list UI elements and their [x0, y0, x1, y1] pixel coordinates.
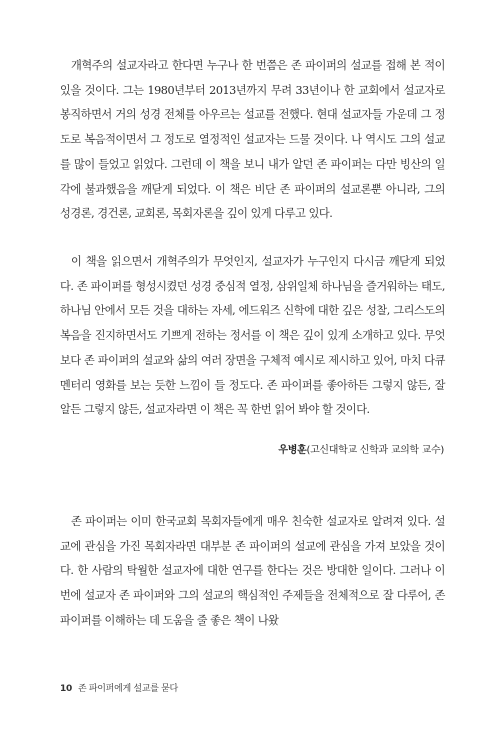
page-footer: [60, 681, 178, 694]
page-number: 10: [60, 684, 72, 694]
review1-author-affiliation: (고신대학교 신학과 교의학 교수): [306, 445, 444, 456]
review2-paragraph1: 존 파이퍼는 이미 한국교회 목회자들에게 매우 친숙한 설교자로 알려져 있다. 설교에 관심을 가진 목회자라면 대부분 존 파이퍼의 설교에 관심을 가져 보았을 것이다. 한 사람의 탁월한 설교자에 대한 연구를 한다는 것은 방대한 일이다. 그러나 이번에 설교자 존 파이퍼와 그의 설교의 핵심적인 주제들을 전체적으로 잘 다루어, 존 파이퍼를 이해하는 데 도움을 줄 좋은 책이 나왔: [60, 515, 445, 627]
review1-signature: [278, 441, 444, 456]
running-book-title: 존 파이퍼에게 설교를 묻다: [77, 684, 178, 694]
review1-paragraph1: 개혁주의 설교자라고 한다면 누구나 한 번쯤은 존 파이퍼의 설교를 접해 본 적이 있을 것이다. 그는 1980년부터 2013년까지 무려 33년이나 한 교회에서 설교자로 봉직하면서 거의 성경 전체를 아우르는 설교를 전했다. 현대 설교자들 가운데 그 정도로 복음적이면서 그 정도로 열정적인 설교자는 드물 것이다. 나 역시도 그의 설교를 많이 들었고 읽었다. 그런데 이 책을 보니 내가 알던 존 파이퍼는 다만 빙산의 일각에 불과했음을 깨닫게 되었다. 이 책은 비단 존 파이퍼의 설교론뿐 아니라, 그의 성경론, 경건론, 교회론, 목회자론을 깊이 있게 다루고 있다.: [60, 59, 445, 221]
review1-author-name: 우병훈: [278, 445, 307, 456]
review1-paragraph2: 이 책을 읽으면서 개혁주의가 무엇인지, 설교자가 누구인지 다시금 깨닫게 되었다. 존 파이퍼를 형성시켰던 성경 중심적 열정, 삼위일체 하나님을 즐거워하는 태도, 하나님 안에서 모든 것을 대하는 자세, 에드워즈 신학에 대한 깊은 성찰, 그리스도의 복음을 진지하면서도 기쁘게 전하는 정서를 이 책은 깊이 있게 소개하고 있다. 무엇보다 존 파이퍼의 설교와 삶의 여러 장면을 구체적 예시로 제시하고 있어, 마치 다큐멘터리 영화를 보는 듯한 느낌이 들 정도다. 존 파이퍼를 좋아하든 그렇지 않든, 잘 알든 그렇지 않든, 설교자라면 이 책은 꼭 한번 읽어 봐야 할 것이다.: [60, 255, 445, 417]
